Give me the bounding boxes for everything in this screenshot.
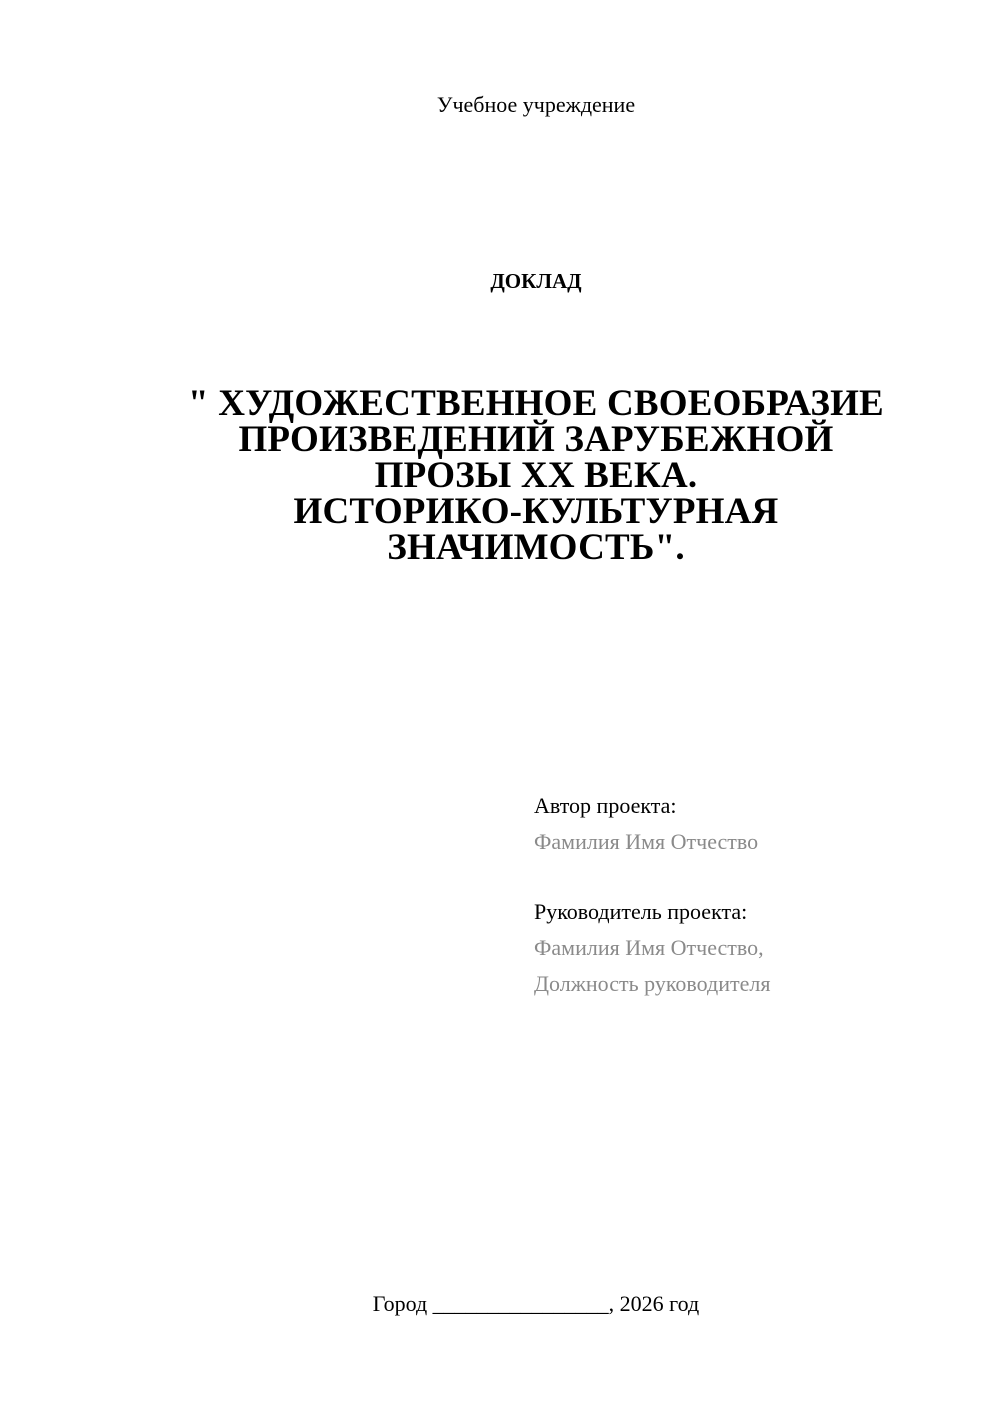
author-label: Автор проекта: [534,793,677,818]
spacer [534,860,964,894]
author-name: Фамилия Имя Отчество [534,829,759,854]
city-blank: ________________ [432,1291,609,1316]
title-line: " ХУДОЖЕСТВЕННОЕ СВОЕОБРАЗИЕ [188,383,884,424]
title-line: ПРОИЗВЕДЕНИЙ ЗАРУБЕЖНОЙ [238,419,834,460]
title-line: ЗНАЧИМОСТЬ". [387,527,685,568]
footer-city-year [0,1289,1000,1319]
year-label: , 2026 год [608,1291,700,1316]
document-type: ДОКЛАД [490,269,582,293]
supervisor-position: Должность руководителя [534,971,771,996]
city-label: Город [372,1291,428,1316]
supervisor-name: Фамилия Имя Отчество, [534,935,764,960]
institution-name: Учебное учреждение [436,92,636,117]
title-line: ПРОЗЫ XX ВЕКА. [374,455,698,496]
report-title [150,383,922,568]
credits-block [534,788,964,1002]
title-line: ИСТОРИКО-КУЛЬТУРНАЯ [293,491,779,532]
supervisor-label: Руководитель проекта: [534,899,748,924]
